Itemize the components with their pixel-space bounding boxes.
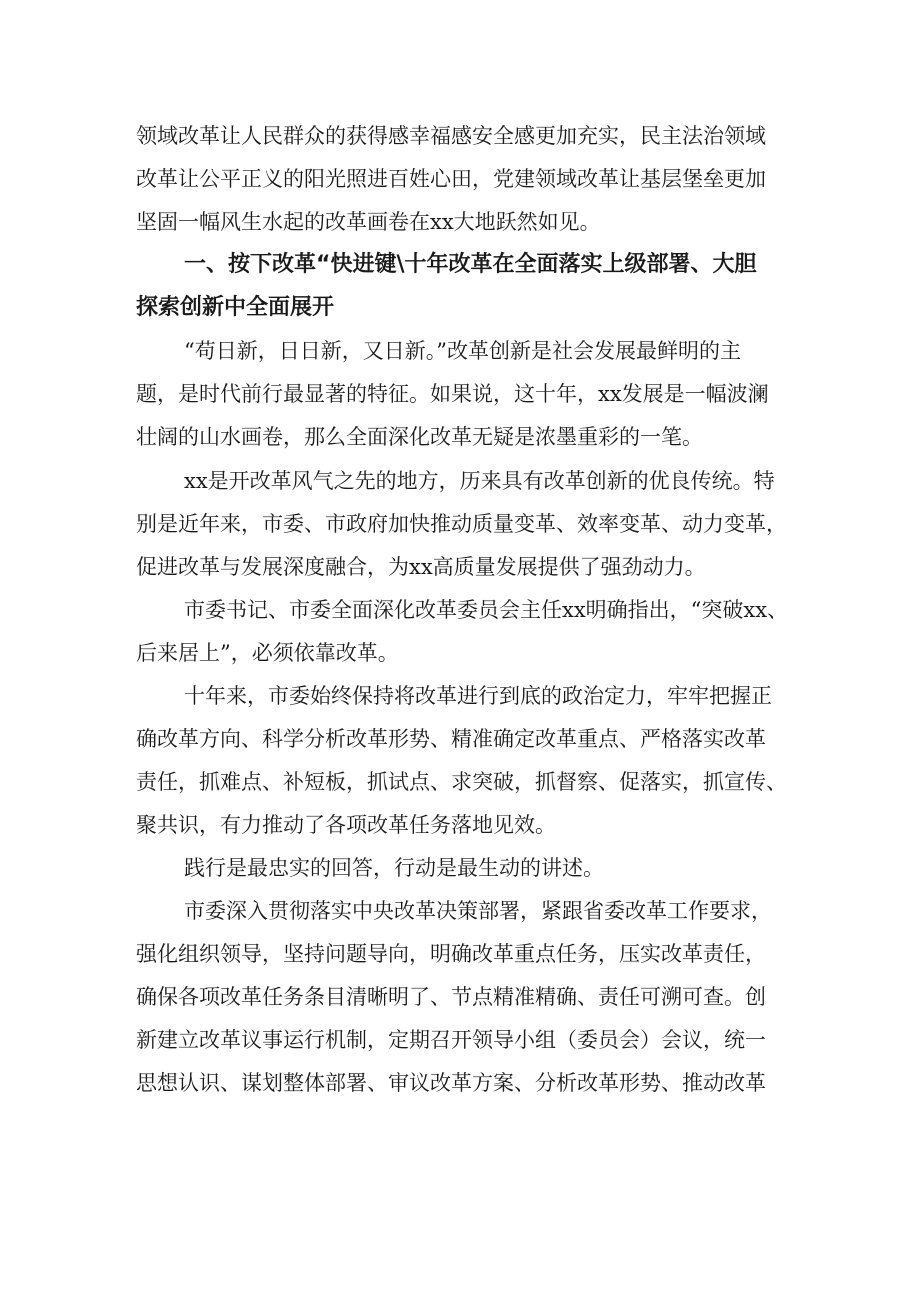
paragraph-first-line: 十年来，市委始终保持将改革进行到底的政治定力，牢牢把握正	[184, 684, 772, 708]
paragraph-first-line: 践行是最忠实的回答，行动是最生动的讲述。	[184, 856, 604, 880]
body-text-line: 改革让公平正义的阳光照进百姓心田，党建领域改革让基层堡垒更加	[136, 167, 766, 191]
paragraph-first-line: xx是开改革风气之先的地方，历来具有改革创新的优良传统。特	[184, 469, 775, 493]
paragraph-first-line: 市委书记、市委全面深化改革委员会主任xx明确指出，“突破xx、	[184, 598, 789, 622]
body-text-line: 促进改革与发展深度融合，为xx高质量发展提供了强劲动力。	[136, 555, 706, 579]
body-text-line: 别是近年来，市委、市政府加快推动质量变革、效率变革、动力变革，	[136, 512, 787, 536]
body-text-line: 题，是时代前行最显著的特征。如果说，这十年，xx发展是一幅波澜	[136, 382, 769, 406]
body-text-line: 责任，抓难点、补短板，抓试点、求突破，抓督察、促落实，抓宣传、	[136, 770, 787, 794]
body-text-line: 确改革方向、科学分析改革形势、精准确定改革重点、严格落实改革	[136, 727, 766, 751]
body-text-line: 壮阔的山水画卷，那么全面深化改革无疑是浓墨重彩的一笔。	[136, 425, 703, 449]
body-text-line: 强化组织领导，坚持问题导向，明确改革重点任务，压实改革责任，	[136, 942, 766, 966]
body-text-line: 领域改革让人民群众的获得感幸福感安全感更加充实，民主法治领域	[136, 124, 766, 148]
body-text-line: 思想认识、谋划整体部署、审议改革方案、分析改革形势、推动改革	[136, 1071, 766, 1095]
paragraph-first-line: 市委深入贯彻落实中央改革决策部署，紧跟省委改革工作要求，	[184, 899, 772, 923]
body-text-line: 新建立改革议事运行机制，定期召开领导小组（委员会）会议，统一	[136, 1028, 766, 1052]
section-heading: 一、按下改革“快进键\十年改革在全面落实上级部署、大胆	[184, 252, 757, 277]
section-heading-continued: 探索创新中全面展开	[136, 295, 335, 320]
body-text-line: 聚共识，有力推动了各项改革任务落地见效。	[136, 813, 556, 837]
body-text-line: 后来居上”，必须依靠改革。	[136, 641, 399, 665]
paragraph-first-line: “苟日新，日日新，又日新。”改革创新是社会发展最鲜明的主	[184, 339, 741, 363]
body-text-line: 确保各项改革任务条目清晰明了、节点精准精确、责任可溯可查。创	[136, 985, 766, 1009]
body-text-line: 坚固一幅风生水起的改革画卷在xx大地跃然如见。	[136, 210, 601, 234]
